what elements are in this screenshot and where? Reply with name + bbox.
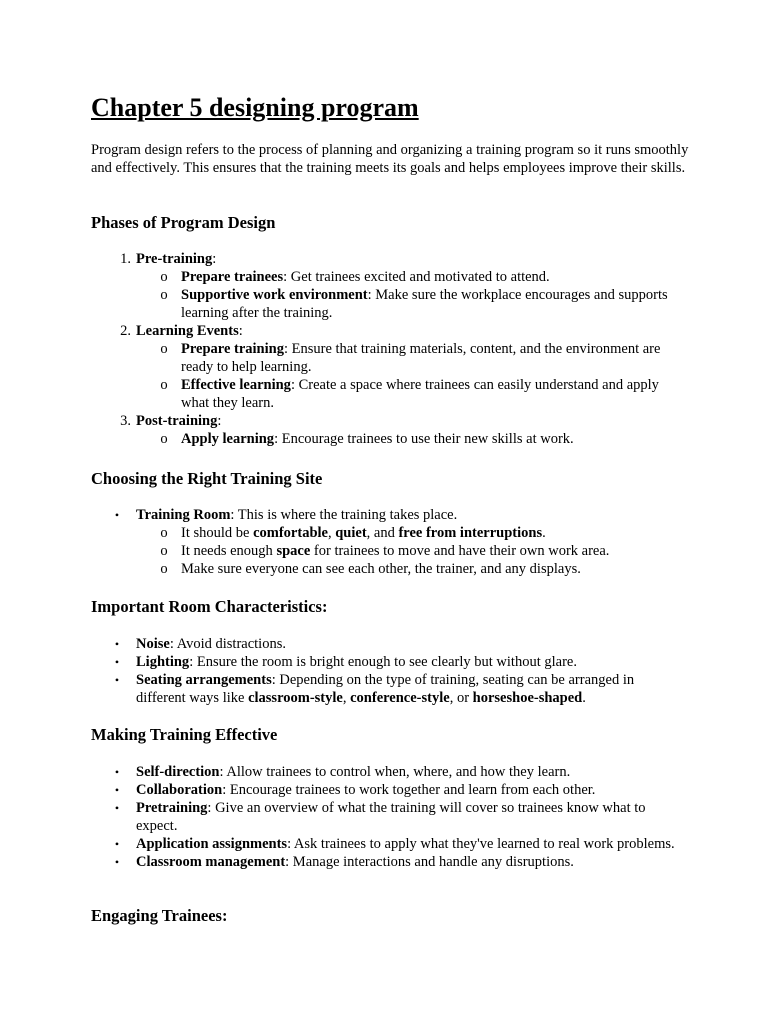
list-item: • Collaboration: Encourage trainees to work together and learn from each other.	[136, 781, 676, 799]
heading-training-effective: Making Training Effective	[91, 725, 278, 744]
phase-label: Learning Events	[136, 323, 239, 339]
bullet: •	[114, 655, 120, 669]
phase-label: Post-training	[136, 413, 218, 429]
sub-item: o Prepare trainees: Get trainees excited and motivated to attend.	[160, 269, 550, 285]
list-number: 2.	[120, 323, 131, 339]
bullet: •	[114, 673, 120, 687]
sub-item: o It needs enough space for trainees to move and have their own work area.	[160, 543, 610, 559]
list-item: • Noise: Avoid distractions.	[136, 635, 676, 653]
bullet: •	[114, 783, 120, 797]
heading-room-characteristics: Important Room Characteristics:	[91, 597, 328, 616]
circle-bullet: o	[160, 287, 168, 303]
bullet: •	[114, 637, 120, 651]
circle-bullet: o	[160, 561, 168, 577]
circle-bullet: o	[160, 431, 168, 447]
bullet: •	[114, 837, 120, 851]
heading-training-site: Choosing the Right Training Site	[91, 469, 323, 488]
heading-phases: Phases of Program Design	[91, 213, 276, 232]
training-room-sublist	[136, 524, 676, 578]
list-item: • Training Room: This is where the training takes place. o It should be comfortable, quiet, and free from interruptions. o It needs enough space for trainees to move and have their own work area. o Make sure everyone can see each other, the trainer, and any displays.	[136, 506, 676, 578]
sub-item: o Supportive work environment: Make sure the workplace encourages and supports learning after the training.	[160, 287, 668, 321]
intro-paragraph: Program design refers to the process of planning and organizing a training program so it runs smoothly and effectively. This ensures that the training meets its goals and helps employees improve their skills.	[91, 142, 689, 176]
list-item: • Self-direction: Allow trainees to control when, where, and how they learn.	[136, 763, 676, 781]
phase-sublist	[136, 340, 676, 412]
circle-bullet: o	[160, 525, 168, 541]
list-number: 3.	[120, 413, 131, 429]
phase-label: Pre-training	[136, 251, 213, 267]
list-item: • Pretraining: Give an overview of what the training will cover so trainees know what to expect.	[136, 799, 676, 835]
sub-item: o Make sure everyone can see each other, the trainer, and any displays.	[160, 561, 581, 577]
circle-bullet: o	[160, 269, 168, 285]
phase-sublist	[136, 268, 676, 322]
phases-list	[0, 250, 676, 448]
list-number: 1.	[120, 251, 131, 267]
sub-item: o Prepare training: Ensure that training materials, content, and the environment are ready to help learning.	[160, 341, 661, 375]
circle-bullet: o	[160, 341, 168, 357]
bullet: •	[114, 801, 120, 815]
sub-item: o It should be comfortable, quiet, and free from interruptions.	[160, 525, 546, 541]
bullet: •	[114, 855, 120, 869]
phase-sublist	[136, 430, 676, 448]
circle-bullet: o	[160, 543, 168, 559]
list-item: • Seating arrangements: Depending on the type of training, seating can be arranged in different ways like classroom-style, conference-style, or horseshoe-shaped.	[136, 671, 676, 707]
sub-item: o Apply learning: Encourage trainees to use their new skills at work.	[160, 431, 574, 447]
phase-item: 2. Learning Events: o Prepare training: Ensure that training materials, content, and the environment are ready to help learning. o Effective learning: Create a space where trainees can easily understand and apply what they learn.	[136, 322, 676, 412]
room-characteristics-list	[0, 635, 676, 707]
phase-item: 1. Pre-training: o Prepare trainees: Get trainees excited and motivated to attend. o Supportive work environment: Make sure the workplace encourages and supports learning after the training.	[136, 250, 676, 322]
sub-item: o Effective learning: Create a space where trainees can easily understand and apply what they learn.	[160, 377, 659, 411]
phase-item: 3. Post-training: o Apply learning: Encourage trainees to use their new skills at work.	[136, 412, 676, 448]
list-item: • Application assignments: Ask trainees to apply what they've learned to real work problems.	[136, 835, 676, 853]
bullet: •	[114, 508, 120, 522]
training-effective-list	[0, 763, 676, 871]
training-site-list	[0, 506, 676, 578]
list-item: • Classroom management: Manage interactions and handle any disruptions.	[136, 853, 676, 871]
list-item: • Lighting: Ensure the room is bright enough to see clearly but without glare.	[136, 653, 676, 671]
heading-engaging-trainees: Engaging Trainees:	[91, 906, 228, 925]
bullet: •	[114, 765, 120, 779]
chapter-title: Chapter 5 designing program	[91, 93, 419, 122]
circle-bullet: o	[160, 377, 168, 393]
